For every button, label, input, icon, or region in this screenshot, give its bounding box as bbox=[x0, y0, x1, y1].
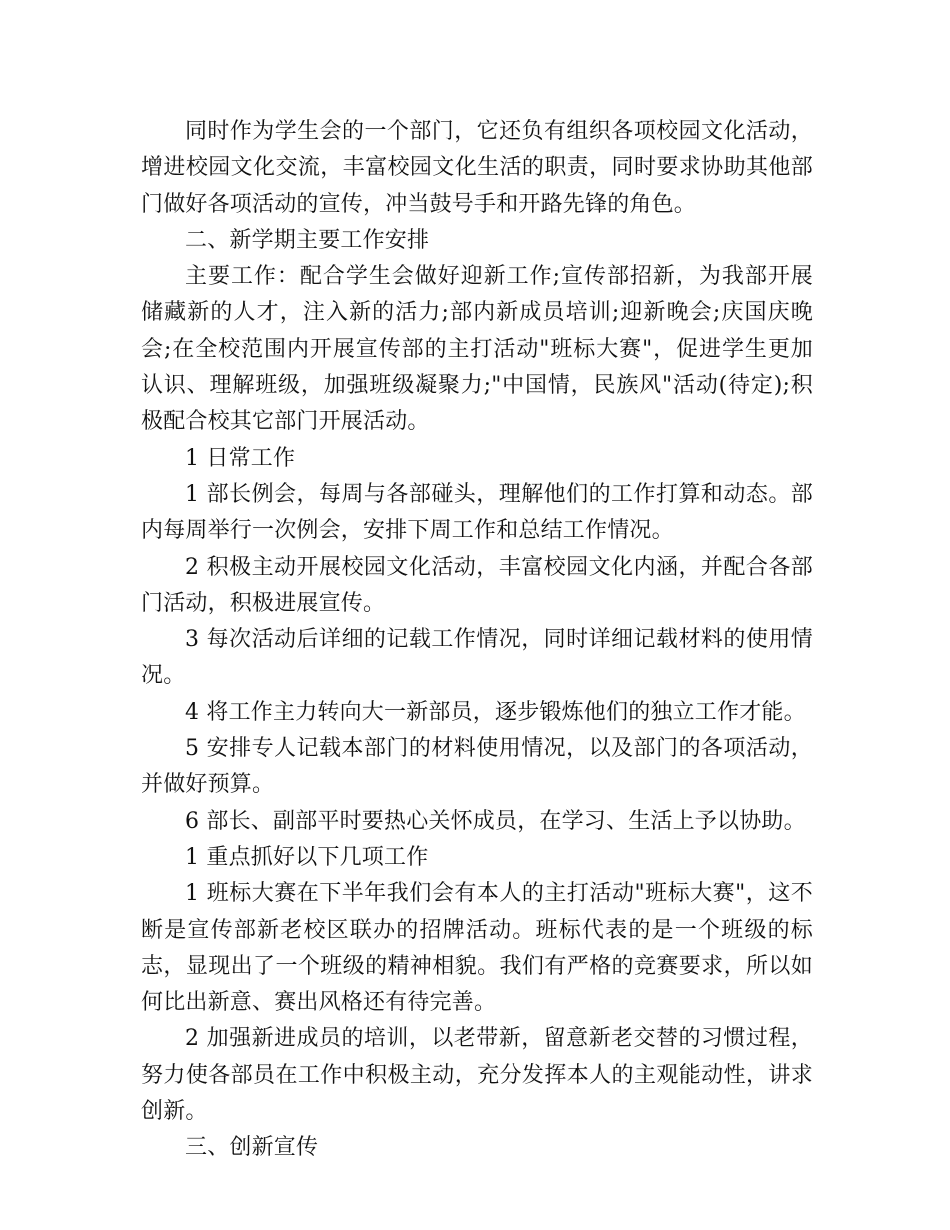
heading-section-three: 三、创新宣传 bbox=[185, 1135, 319, 1161]
list-item-care-members: 6 部长、副部平时要热心关怀成员，在学习、生活上予以协助。 bbox=[185, 808, 806, 834]
heading-daily-work: 1 日常工作 bbox=[185, 445, 296, 471]
list-item-member-training: 2 加强新进成员的培训，以老带新，留意新老交替的习惯过程，努力使各部员在工作中积极主动，充分发挥本人的主观能动性，讲求创新。 bbox=[141, 1026, 813, 1125]
list-item-weekly-meeting: 1 部长例会，每周与各部碰头，理解他们的工作打算和动态。部内每周举行一次例会，安排下周工作和总结工作情况。 bbox=[141, 481, 813, 544]
paragraph-main-work: 主要工作：配合学生会做好迎新工作;宣传部招新，为我部开展储藏新的人才，注入新的活力;部内新成员培训;迎新晚会;庆国庆晚会;在全校范围内开展宣传部的主打活动"班标大赛"，促进学生更加认识、理解班级，加强班级凝聚力;"中国情，民族风"活动(待定);积极配合校其它部门开展活动。 bbox=[141, 264, 813, 435]
list-item-campus-activities: 2 积极主动开展校园文化活动，丰富校园文化内涵，并配合各部门活动，积极进展宣传。 bbox=[141, 554, 813, 616]
heading-key-work: 1 重点抓好以下几项工作 bbox=[185, 844, 429, 870]
list-item-materials-budget: 5 安排专人记载本部门的材料使用情况，以及部门的各项活动，并做好预算。 bbox=[141, 736, 813, 798]
list-item-class-logo-contest: 1 班标大赛在下半年我们会有本人的主打活动"班标大赛"，这不断是宣传部新老校区联办的招牌活动。班标代表的是一个班级的标志，显现出了一个班级的精神相貌。我们有严格的竞赛要求，所以如何比出新意、赛出风格还有待完善。 bbox=[141, 881, 813, 1016]
list-item-new-members: 4 将工作主力转向大一新部员，逐步锻炼他们的独立工作才能。 bbox=[185, 699, 806, 725]
document-body bbox=[141, 114, 813, 1167]
list-item-record-work: 3 每次活动后详细的记载工作情况，同时详细记载材料的使用情况。 bbox=[141, 627, 813, 689]
paragraph-intro-duties: 同时作为学生会的一个部门，它还负有组织各项校园文化活动，增进校园文化交流，丰富校园文化生活的职责，同时要求协助其他部门做好各项活动的宣传，冲当鼓号手和开路先锋的角色。 bbox=[141, 119, 813, 217]
heading-section-two: 二、新学期主要工作安排 bbox=[185, 227, 430, 253]
